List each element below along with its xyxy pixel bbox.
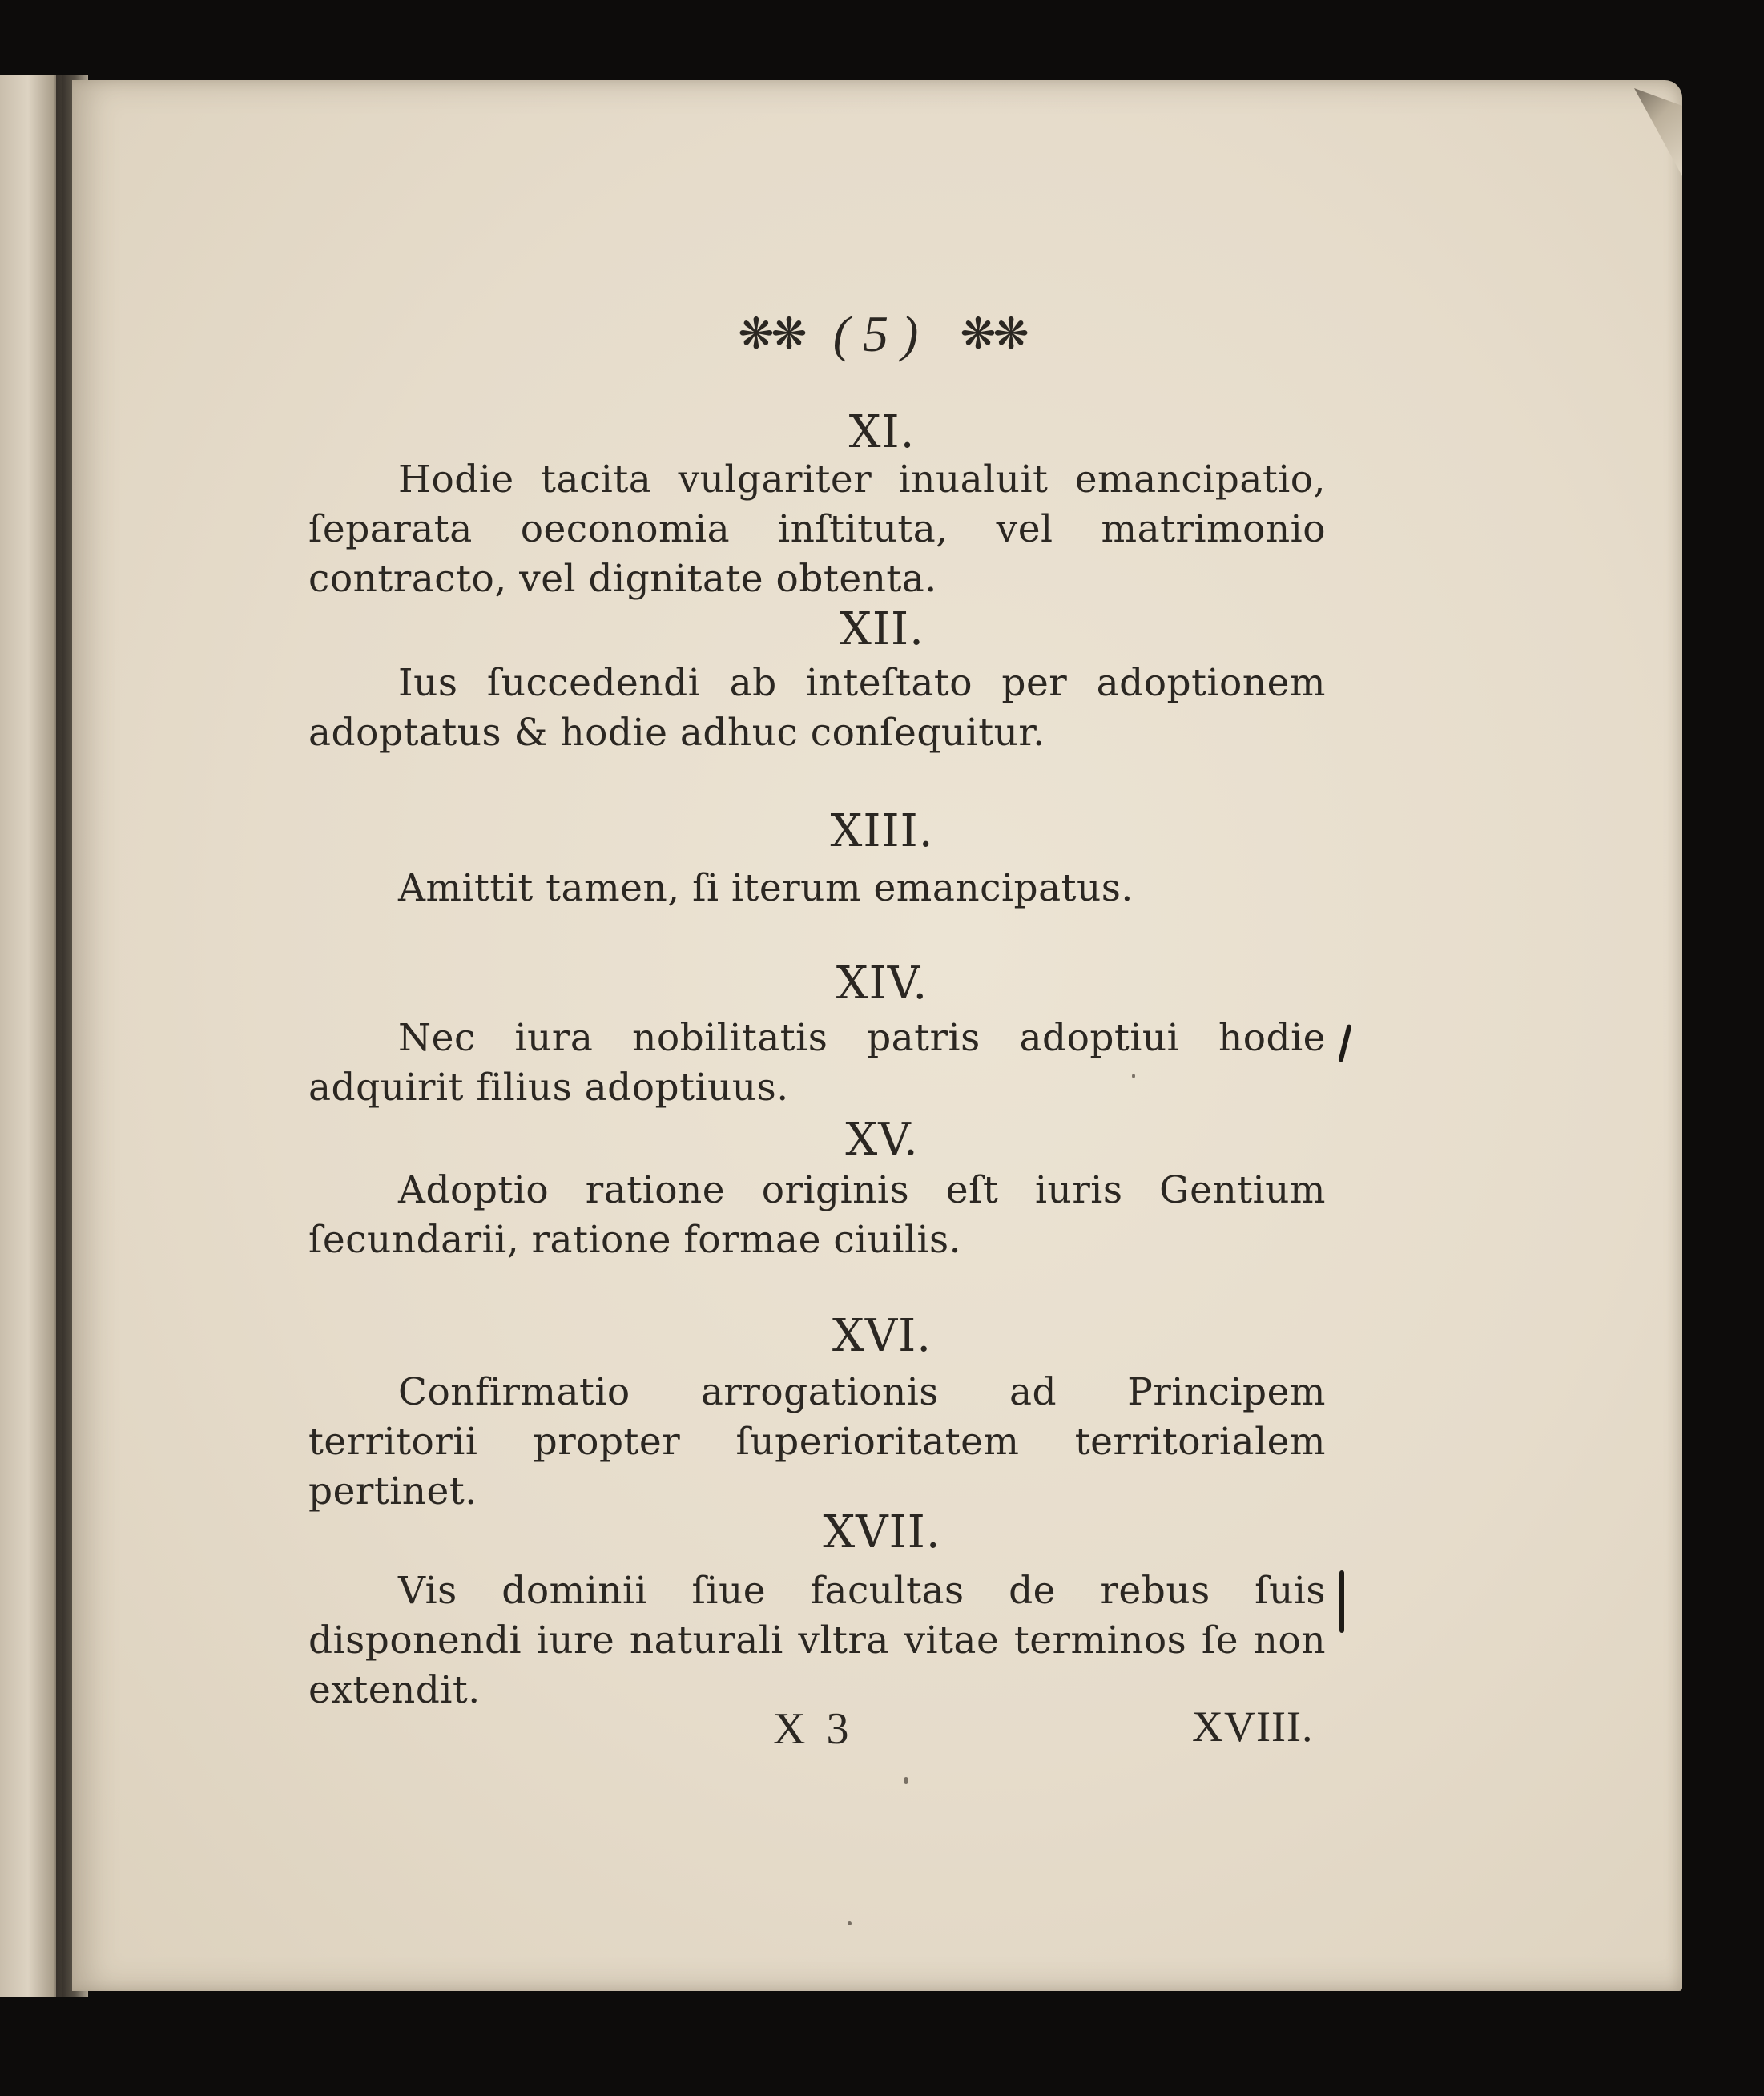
section-text	[308, 864, 1326, 913]
paper-speck	[848, 1921, 852, 1925]
section-text	[308, 455, 1326, 604]
section-text-content: Confirmatio arrogationis ad Principem territorii propter ſuperioritatem territorialem pertinet.	[308, 1370, 1326, 1514]
section-heading: XI.	[848, 406, 916, 458]
section-text-content: Nec iura nobilitatis patris adoptiui hodie adquirit filius adoptiuus.	[308, 1016, 1326, 1110]
section-text-content: Ius ſuccedendi ab inteſtato per adoptionem adoptatus & hodie adhuc conſequitur.	[308, 661, 1326, 755]
section-text-content: Vis dominii ſiue facultas de rebus ſuis disponendi iure naturali vltra vitae terminos ſe non extendit.	[308, 1569, 1326, 1712]
facing-page-edge	[0, 75, 62, 1997]
section-text-content: Amittit tamen, ſi iterum emancipatus.	[398, 866, 1134, 910]
section-text	[308, 1566, 1326, 1715]
section-heading: XV.	[845, 1114, 919, 1166]
section-text	[308, 1014, 1326, 1113]
section-text-content: Adoptio ratione originis eſt iuris Gentium ſecundarii, ratione formae ciuilis.	[308, 1168, 1326, 1262]
catchword: XVIII.	[1192, 1703, 1314, 1751]
paper-speck	[904, 1777, 908, 1784]
page-number: (5)	[832, 305, 932, 362]
section-text	[308, 1166, 1326, 1265]
margin-pencil-mark	[1339, 1570, 1344, 1633]
section-heading: XVII.	[823, 1506, 941, 1558]
section-heading: XII.	[840, 603, 924, 655]
section-text-content: Hodie tacita vulgariter inualuit emancipatio, ſeparata oeconomia inſtituta, vel matrimonio contracto, vel dignitate obtenta.	[308, 457, 1326, 601]
section-text	[308, 1368, 1326, 1517]
section-heading: XIII.	[830, 805, 934, 857]
page-corner-fold	[1634, 88, 1682, 176]
right-ornament: ❋❋	[960, 308, 1026, 359]
left-ornament: ❋❋	[738, 308, 804, 359]
paper-speck	[1132, 1074, 1135, 1078]
section-text	[308, 659, 1326, 758]
signature-mark: X 3	[773, 1704, 854, 1754]
section-heading: XVI.	[832, 1310, 932, 1362]
section-heading: XIV.	[836, 957, 928, 1010]
running-header	[0, 305, 1764, 362]
